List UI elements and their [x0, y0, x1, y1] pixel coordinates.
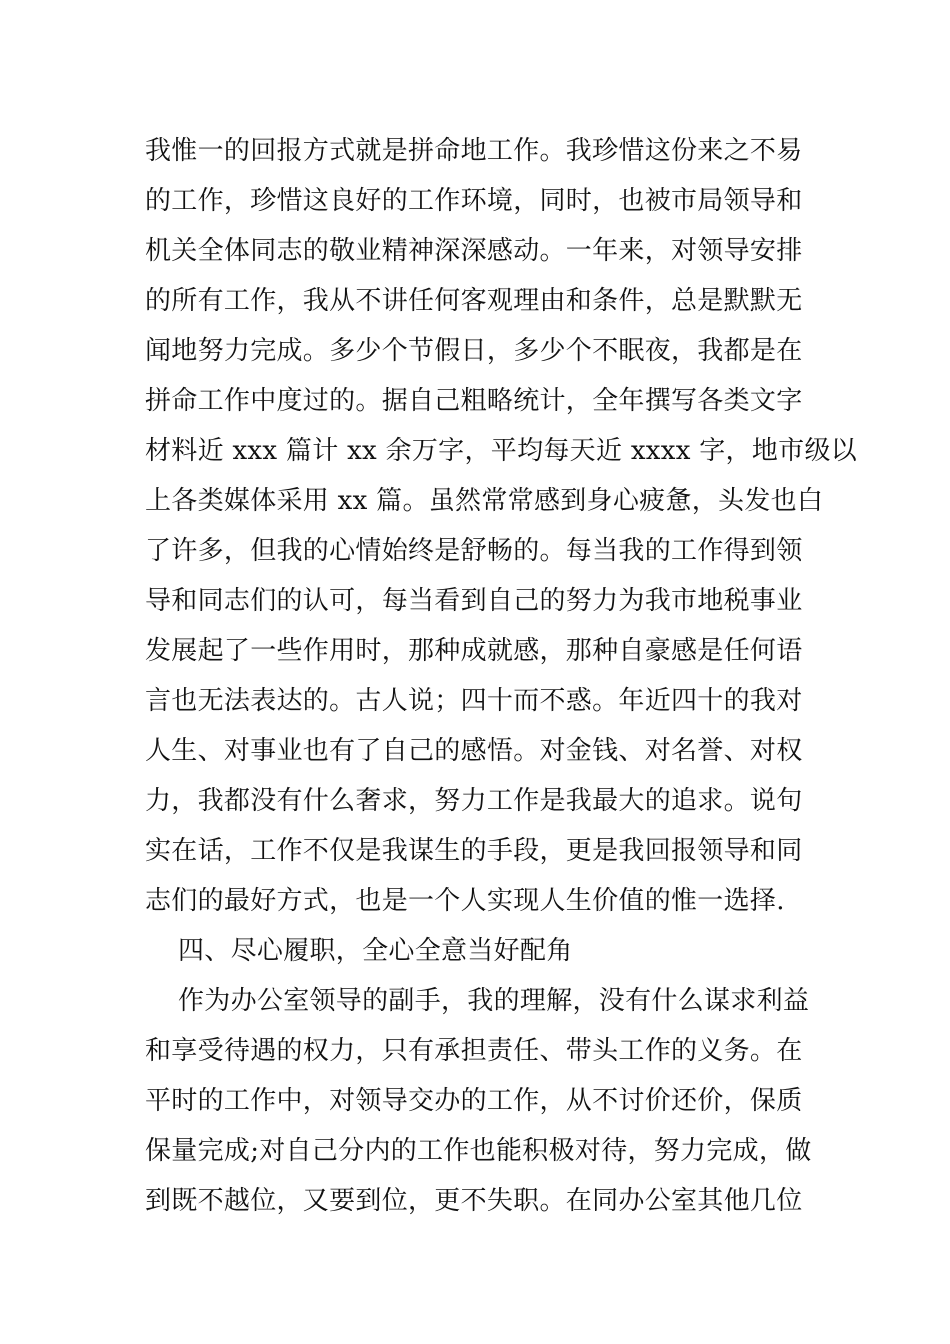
body-text-line: 保量完成;对自己分内的工作也能积极对待，努力完成，做 [145, 1136, 812, 1166]
body-text-line: 实在话，工作不仅是我谋生的手段，更是我回报领导和同 [145, 836, 803, 866]
body-text-line: 的所有工作，我从不讲任何客观理由和条件，总是默默无 [145, 286, 803, 316]
body-text-line: 力，我都没有什么奢求，努力工作是我最大的追求。说句 [145, 786, 803, 816]
body-text-line: 志们的最好方式，也是一个人实现人生价值的惟一选择. [145, 886, 785, 916]
body-text-line: 上各类媒体采用 xx 篇。虽然常常感到身心疲惫，头发也白 [145, 486, 824, 516]
body-text-line: 导和同志们的认可，每当看到自己的努力为我市地税事业 [145, 586, 803, 616]
section-heading: 四、尽心履职，全心全意当好配角 [178, 936, 573, 966]
body-text-line: 了许多，但我的心情始终是舒畅的。每当我的工作得到领 [145, 536, 803, 566]
body-text-line: 材料近 xxx 篇计 xx 余万字，平均每天近 xxxx 字，地市级以 [145, 436, 858, 466]
body-text-line: 平时的工作中，对领导交办的工作，从不讨价还价，保质 [145, 1086, 803, 1116]
body-text-line: 的工作，珍惜这良好的工作环境，同时，也被市局领导和 [145, 186, 803, 216]
body-text-line: 言也无法表达的。古人说；四十而不惑。年近四十的我对 [145, 686, 803, 716]
body-text-line: 我惟一的回报方式就是拼命地工作。我珍惜这份来之不易 [145, 136, 803, 166]
body-text-line: 人生、对事业也有了自己的感悟。对金钱、对名誉、对权 [145, 736, 803, 766]
body-text-line: 机关全体同志的敬业精神深深感动。一年来，对领导安排 [145, 236, 803, 266]
body-text-line: 作为办公室领导的副手，我的理解，没有什么谋求利益 [178, 986, 810, 1016]
body-text-line: 拼命工作中度过的。据自己粗略统计，全年撰写各类文字 [145, 386, 803, 416]
body-text-line: 和享受待遇的权力，只有承担责任、带头工作的义务。在 [145, 1036, 803, 1066]
body-text-line: 发展起了一些作用时，那种成就感，那种自豪感是任何语 [145, 636, 803, 666]
body-text-line: 到既不越位，又要到位，更不失职。在同办公室其他几位 [145, 1186, 803, 1216]
body-text-line: 闻地努力完成。多少个节假日，多少个不眠夜，我都是在 [145, 336, 803, 366]
